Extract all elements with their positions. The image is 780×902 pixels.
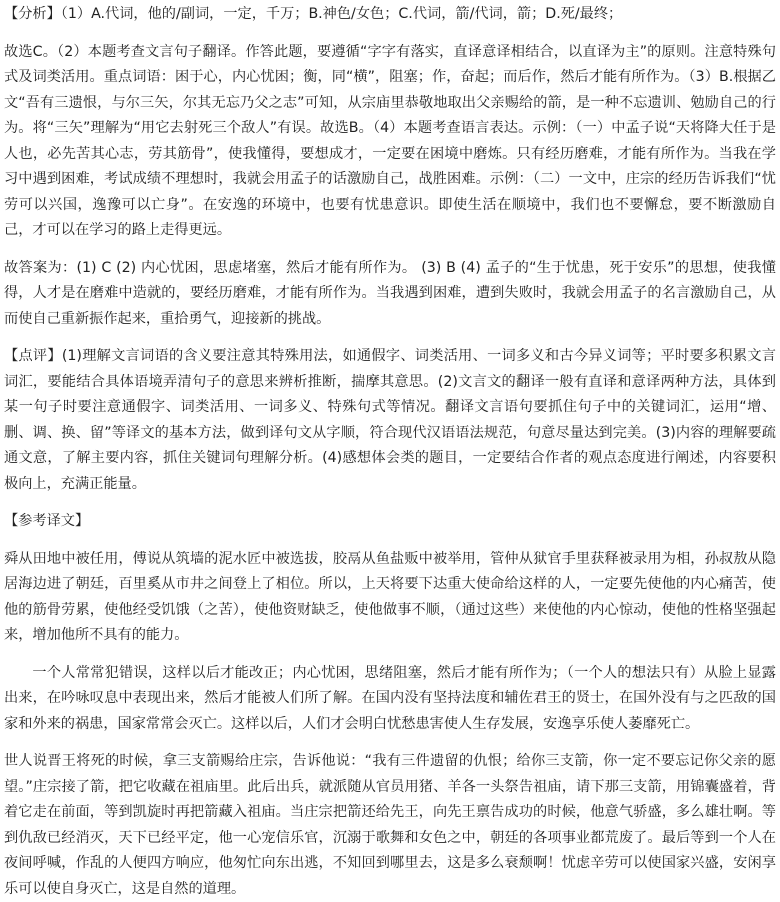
answer-paragraph: 故答案为：(1) C (2) 内心忧困，思虑堵塞，然后才能有所作为。 (3) B (4) 孟子的“生于忧患，死于安乐”的思想，使我懂得，人才是在磨难中造就的，要经历磨难，才能有所作为。当我遇到困难，遭到失败时，我就会用孟子的名言激励自己，从而使自己重新振作起来，重拾勇气，迎接新的挑战。 xyxy=(4,259,776,327)
translation-paragraph-1: 舜从田地中被任用，傅说从筑墙的泥水匠中被选拔，胶鬲从鱼盐贩中被举用，管仲从狱官手里获释被录用为相，孙叔敖从隐居海边进了朝廷，百里奚从市井之间登上了相位。所以，上天将要下达重大使命给这样的人，一定要先使他的内心痛苦，使他的筋骨劳累，使他经受饥饿（之苦），使他资财缺乏，使他做事不顺，（通过这些）来使他的内心惊动，使他的性格坚强起来，增加他所不具有的能力。 xyxy=(4,550,776,643)
analysis-intro xyxy=(4,2,776,28)
comment-paragraph: 【点评】(1)理解文言词语的含义要注意其特殊用法，如通假字、词类活用、一词多义和古今异义词等；平时要多积累文言词汇，要能结合具体语境弄清句子的意思来辨析推断，揣摩其意思。(2)文言文的翻译一般有直译和意译两种方法，具体到某一句子时要注意通假字、词类活用、一词多义、特殊句式等情况。翻译文言语句要抓住句子中的关键词汇，运用“增、删、调、换、留”等译文的基本方法，做到译句文从字顺，符合现代汉语语法规范，句意尽量达到完美。(3)内容的理解要疏通文意，了解主要内容，抓住关键词句理解分析。(4)感想体会类的题目，一定要结合作者的观点态度进行阐述，内容要积极向上，充满正能量。 xyxy=(4,348,776,492)
analysis-body: 故选C。（2）本题考查文言句子翻译。作答此题，要遵循“字字有落实，直译意译相结合，以直译为主”的原则。注意特殊句式及词类活用。重点词语：困于心，内心忧困；衡，同“横”，阻塞；作，奋起；而后作，然后才能有所作为。（3）B.根据乙文“吾有三遗恨，与尔三矢，尔其无忘乃父之志”可知，从宗庙里恭敬地取出父亲赐给的箭，是一种不忘遗训、勉励自己的行为。将“三矢”理解为“用它去射死三个敌人”有误。故选B。（4）本题考查语言表达。示例：（一）中孟子说“天将降大任于是人也，必先苦其心志，劳其筋骨”，使我懂得，要想成才，一定要在困境中磨炼。只有经历磨难，才能有所作为。当我在学习中遇到困难，考试成绩不理想时，我就会用孟子的话激励自己，战胜困难。示例：（二）一文中，庄宗的经历告诉我们“忧劳可以兴国，逸豫可以亡身”。在安逸的环境中，也要有忧患意识。即使生活在顺境中，我们也不要懈怠，要不断激励自己，才可以在学习的路上走得更远。 xyxy=(4,43,776,238)
page xyxy=(0,2,780,902)
analysis-first-line: （1）A.代词，他的/副词，一定，千万；B.神色/女色；C.代词，箭/代词，箭；D.死/最终； xyxy=(60,6,623,22)
translation-paragraph-3: 世人说晋王将死的时候，拿三支箭赐给庄宗，告诉他说：“我有三件遗留的仇恨；给你三支箭，你一定不要忘记你父亲的愿望。”庄宗接了箭，把它收藏在祖庙里。此后出兵，就派随从官员用猪、羊各一头祭告祖庙，请下那三支箭，用锦囊盛着，背着它走在前面，等到凯旋时再把箭藏入祖庙。当庄宗把箭还给先王，向先王禀告成功的时候，他意气骄盛，多么雄壮啊。等到仇敌已经消灭，天下已经平定，他一心宠信乐官，沉溺于歌舞和女色之中，朝廷的各项事业都荒废了。最后等到一个人在夜间呼喊，作乱的人便四方响应，他匆忙向东出逃，不知回到哪里去，这是多么衰颓啊！忧虑辛劳可以使国家兴盛，安闲享乐可以使自身灭亡，这是自然的道理。 xyxy=(4,753,776,897)
analysis-heading: 【分析】 xyxy=(4,6,61,22)
translation-paragraph-2: 一个人常常犯错误，这样以后才能改正；内心忧困，思绪阻塞，然后才能有所作为；（一个人的想法只有）从脸上显露出来，在吟咏叹息中表现出来，然后才能被人们所了解。在国内没有坚持法度和辅佐君王的贤士，在国外没有与之匹敌的国家和外来的祸患，国家常常会灭亡。这样以后，人们才会明白忧愁患害使人生存发展，安逸享乐使人萎靡死亡。 xyxy=(4,664,776,732)
translation-heading: 【参考译文】 xyxy=(4,513,90,529)
